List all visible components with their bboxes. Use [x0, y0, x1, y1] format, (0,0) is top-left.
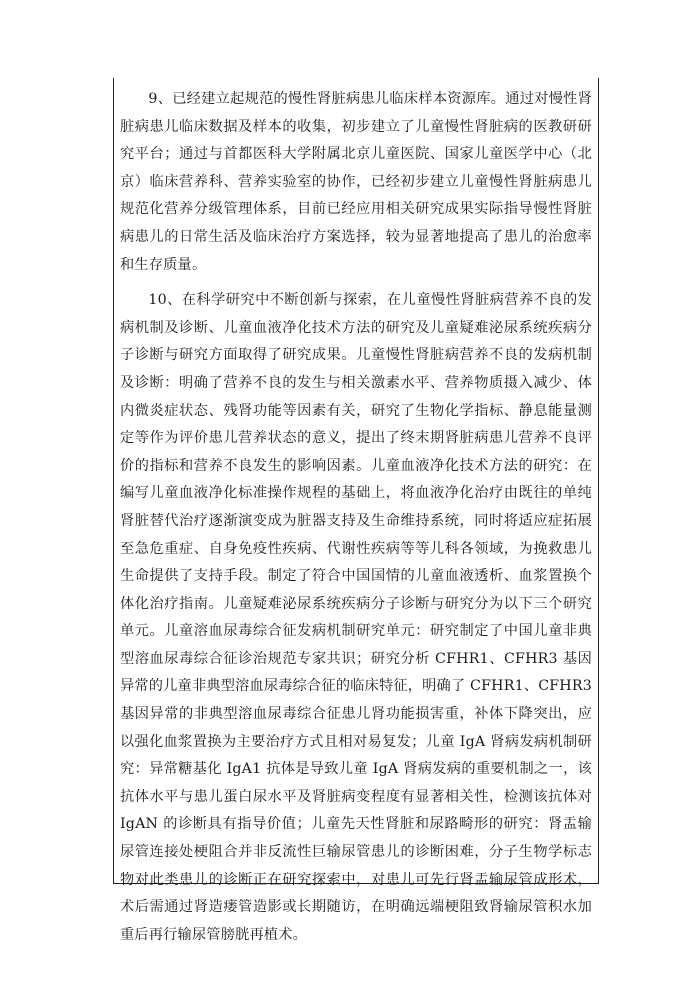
- paragraph-item-10: 10、在科学研究中不断创新与探索，在儿童慢性肾脏病营养不良的发病机制及诊断、儿童血液净化技术方法的研究及儿童疑难泌尿系统疾病分子诊断与研究方面取得了研究成果。儿童慢性肾脏病营养不良的发病机制及诊断：明确了营养不良的发生与相关激素水平、营养物质摄入减少、体内微炎症状态、残肾功能等因素有关，研究了生物化学指标、静息能量测定等作为评价患儿营养状态的意义，提出了终末期肾脏病患儿营养不良评价的指标和营养不良发生的影响因素。儿童血液净化技术方法的研究：在编写儿童血液净化标准操作规程的基础上，将血液净化治疗由既往的单纯肾脏替代治疗逐渐演变成为脏器支持及生命维持系统，同时将适应症拓展至急危重症、自身免疫性疾病、代谢性疾病等等儿科各领域，为挽救患儿生命提供了支持手段。制定了符合中国国情的儿童血液透析、血浆置换个体化治疗指南。儿童疑难泌尿系统疾病分子诊断与研究分为以下三个研究单元。儿童溶血尿毒综合征发病机制研究单元：研究制定了中国儿童非典型溶血尿毒综合征诊治规范专家共识；研究分析 CFHR1、CFHR3 基因异常的儿童非典型溶血尿毒综合征的临床特征，明确了 CFHR1、CFHR3 基因异常的非典型溶血尿毒综合征患儿肾功能损害重，补体下降突出，应以强化血浆置换为主要治疗方式且相对易复发；儿童 IgA 肾病发病机制研究：异常糖基化 IgA1 抗体是导致儿童 IgA 肾病发病的重要机制之一，该抗体水平与患儿蛋白尿水平及肾脏病变程度有显著相关性，检测该抗体对 IgAN 的诊断具有指导价值；儿童先天性肾脏和尿路畸形的研究：肾盂输尿管连接处梗阻合并非反流性巨输尿管患儿的诊断困难，分子生物学标志物对此类患儿的诊断正在研究探索中，对患儿可先行肾盂输尿管成形术，术后需通过肾造瘘管造影或长期随访，在明确远端梗阻致肾输尿管积水加重后再行输尿管膀胱再植术。: [120, 292, 592, 943]
- document-body: [120, 86, 592, 949]
- paragraph-item-9: 9、已经建立起规范的慢性肾脏病患儿临床样本资源库。通过对慢性肾脏病患儿临床数据及样本的收集，初步建立了儿童慢性肾脏病的医教研研究平台；通过与首都医科大学附属北京儿童医院、国家儿童医学中心（北京）临床营养科、营养实验室的协作，已经初步建立儿童慢性肾脏病患儿规范化营养分级管理体系，目前已经应用相关研究成果实际指导慢性肾脏病患儿的日常生活及临床治疗方案选择，较为显著地提高了患儿的治愈率和生存质量。: [120, 91, 592, 273]
